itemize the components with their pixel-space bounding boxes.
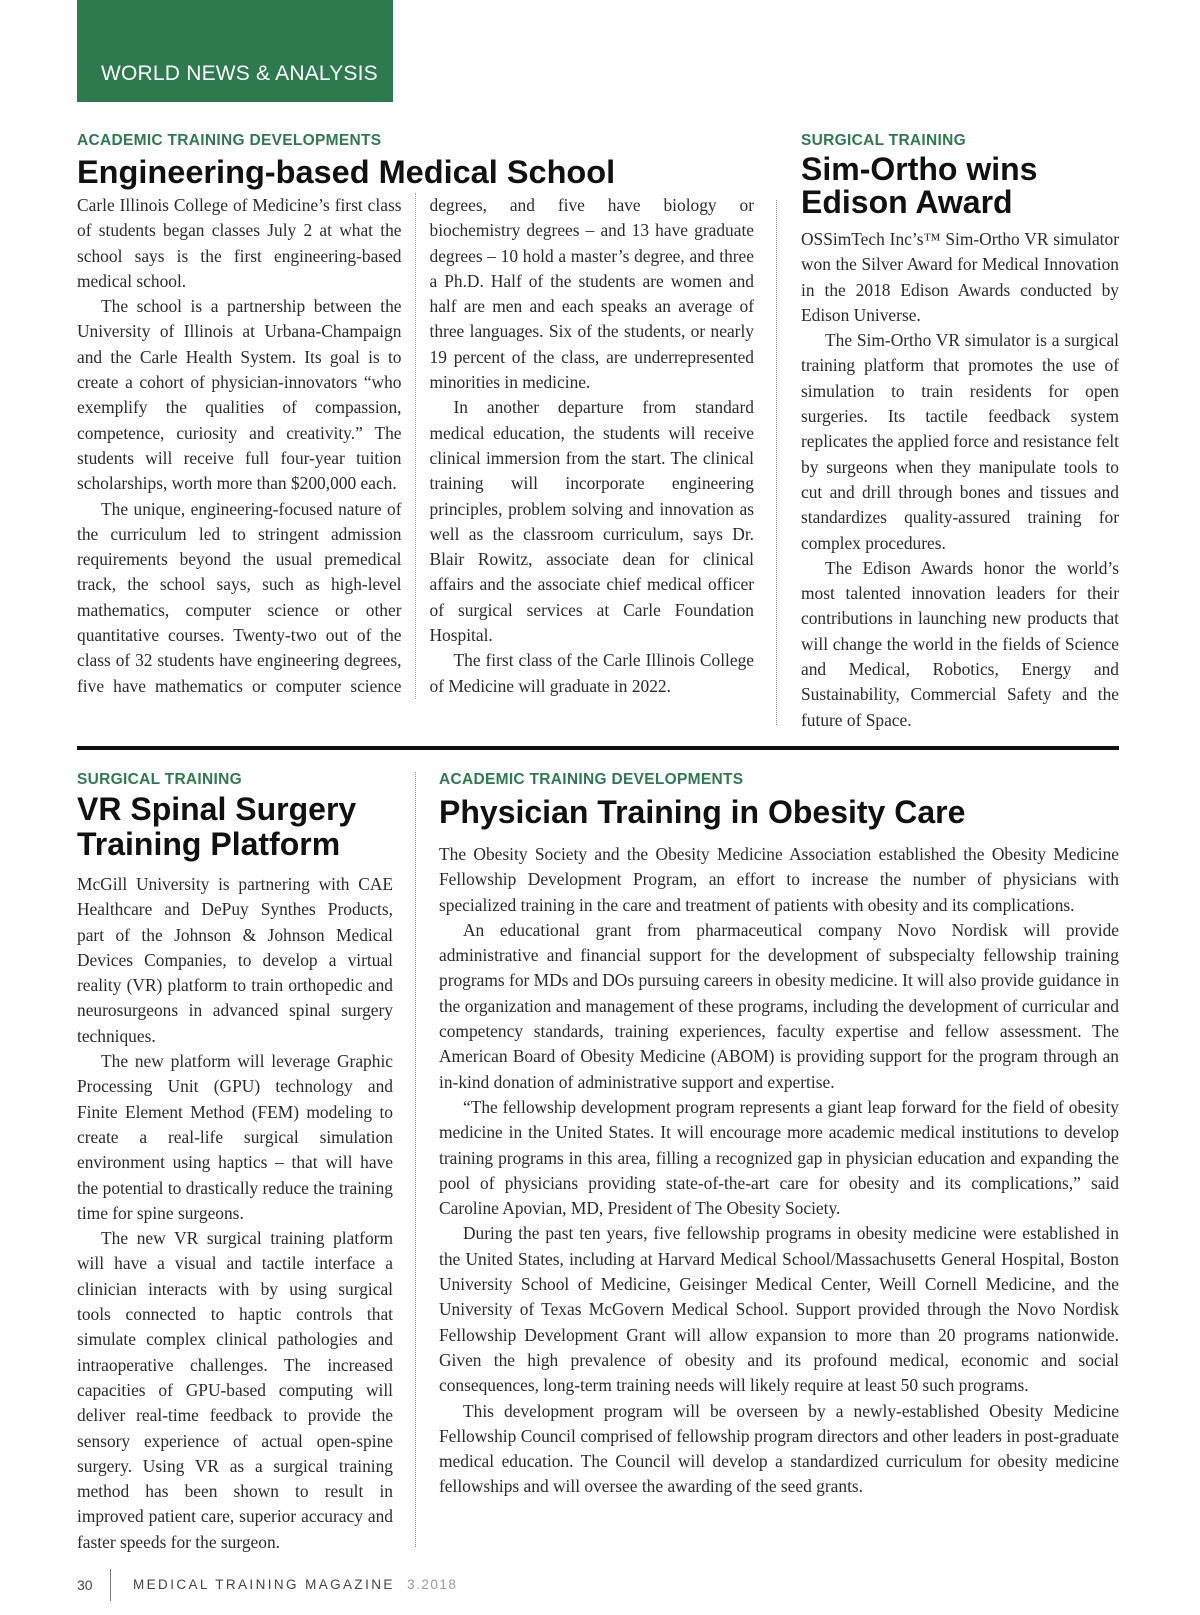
page-footer <box>77 1575 677 1615</box>
article-paragraph: The first class of the Carle Illinois College of Medicine will graduate in 2022. <box>429 650 754 696</box>
section-label: WORLD NEWS & ANALYSIS <box>101 62 378 85</box>
article-body <box>801 227 1119 733</box>
article-headline: Sim-Ortho wins Edison Award <box>801 151 1038 220</box>
section-divider-rule <box>77 746 1119 750</box>
article-body <box>77 872 393 1555</box>
article-body <box>77 193 754 699</box>
article-headline: Engineering-based Medical School <box>77 154 616 190</box>
article-kicker: ACADEMIC TRAINING DEVELOPMENTS <box>77 132 382 149</box>
article-kicker: ACADEMIC TRAINING DEVELOPMENTS <box>439 771 744 788</box>
article-kicker: SURGICAL TRAINING <box>801 132 966 149</box>
article-headline: VR Spinal Surgery Training Platform <box>77 791 357 862</box>
article-kicker: SURGICAL TRAINING <box>77 771 242 788</box>
article-engineering-school <box>77 132 754 699</box>
article-body <box>439 842 1119 1500</box>
issue-date: 3.2018 <box>407 1577 458 1592</box>
article-sim-ortho <box>801 132 1119 733</box>
article-paragraph: McGill University is partnering with CAE Healthcare and DePuy Synthes Products, part of the Johnson & Johnson Medical Devices Companies, to develop a virtual reality (VR) platform to train orthopedic and neurosurgeons in advanced spinal surgery techniques. <box>77 874 393 1046</box>
column-divider <box>776 200 777 725</box>
article-paragraph: The Obesity Society and the Obesity Medicine Association established the Obesity Medicine Fellowship Development Program, an effort to increase the number of physicians with specialized training in the care and treatment of patients with obesity and its complications. <box>439 844 1119 915</box>
article-vr-spinal <box>77 771 393 1555</box>
article-paragraph: During the past ten years, five fellowship programs in obesity medicine were established in the United States, including at Harvard Medical School/Massachusetts General Hospital, Boston University School of Medicine, Geisinger Medical Center, Weill Cornell Medicine, and the University of Texas McGovern Medical School. Support provided through the Novo Nordisk Fellowship Development Grant will allow expansion to more than 20 programs nationwide. Given the high prevalence of obesity and its profound medical, economic and social consequences, long-term training needs will likely require at least 50 such programs. <box>439 1223 1119 1396</box>
article-paragraph: The new VR surgical training platform will have a visual and tactile interface a clinician interacts with by using surgical tools connected to haptic controls that simulate complex clinical pathologies and intraoperative challenges. The increased capacities of GPU-based computing will deliver real-time feedback to provide the sensory experience of actual open-spine surgery. Using VR as a surgical training method has been shown to result in improved patient care, superior accuracy and faster speeds for the surgeon. <box>77 1228 393 1552</box>
article-headline: Physician Training in Obesity Care <box>439 794 966 830</box>
article-paragraph: “The fellowship development program represents a giant leap forward for the field of obesity medicine in the United States. It will encourage more academic medical institutions to develop training programs in this area, filling a recognized gap in physician education and expanding the pool of physicians providing state-of-the-art care for obesity and its complications,” said Caroline Apovian, MD, President of The Obesity Society. <box>439 1096 1119 1219</box>
article-paragraph: An educational grant from pharmaceutical company Novo Nordisk will provide administrative and financial support for the development of subspecialty fellowship training programs for MDs and DOs pursuing careers in obesity medicine. It will also provide guidance in the organization and management of these programs, including the development of curricular and competency standards, training experiences, faculty expertise and fellow assessment. The American Board of Obesity Medicine (ABOM) is providing support for the program through an in-kind donation of administrative support and expertise. <box>439 919 1120 1092</box>
section-tab <box>77 0 393 102</box>
article-paragraph: This development program will be overseen by a newly-established Obesity Medicine Fellowship Council comprised of fellowship program directors and other leaders in post-graduate medical education. The Council will develop a standardized curriculum for obesity medicine fellowships and will oversee the awarding of the seed grants. <box>439 1400 1119 1497</box>
article-paragraph: The Edison Awards honor the world’s most talented innovation leaders for their contributions in launching new products that will change the world in the fields of Science and Medical, Robotics, Energy and Sustainability, Commercial Safety and the future of Space. <box>801 557 1119 730</box>
article-paragraph: The new platform will leverage Graphic Processing Unit (GPU) technology and Finite Element Method (FEM) modeling to create a real-life surgical simulation environment using haptics – that will have the potential to drastically reduce the training time for spine surgeons. <box>77 1051 393 1223</box>
magazine-title <box>133 1577 457 1592</box>
article-paragraph: The unique, engineering-focused nature of the curriculum led to stringent admission requirements beyond the usual premedical track, the school says, such as high-level mathematics, computer science or other quantitative courses. Twenty-two out of the class of 32 students have engineering degrees, five have mathematics or computer science degrees, and five have biology or biochemistry degrees – and 13 have graduate degrees – 10 hold a master’s degree, and three a Ph.D. Half of the students are women and half are men and each speaks an average of three languages. Six of the students, or nearly 19 percent of the class, are underrepresented minorities in medicine. <box>77 195 754 696</box>
article-paragraph: OSSimTech Inc’s™ Sim-Ortho VR simulator won the Silver Award for Medical Innovation in the 2018 Edison Awards conducted by Edison Universe. <box>801 229 1119 325</box>
column-divider <box>415 772 416 1547</box>
article-paragraph: The school is a partnership between the University of Illinois at Urbana-Champaign and the Carle Health System. Its goal is to create a cohort of physician-innovators “who exemplify the qualities of compassion, competence, curiosity and creativity.” The students will receive full four-year tuition scholarships, worth more than $200,000 each. <box>77 296 402 494</box>
article-paragraph: The Sim-Ortho VR simulator is a surgical training platform that promotes the use of simulation to train residents for open surgeries. Its tactile feedback system replicates the applied force and resistance felt by surgeons when they manipulate tools to cut and drill through bones and tissues and standardizes quality-assured training for complex procedures. <box>801 330 1119 553</box>
footer-separator <box>110 1569 111 1601</box>
article-obesity-care <box>439 771 1119 1500</box>
article-paragraph: Carle Illinois College of Medicine’s first class of students began classes July 2 at what the school says is the first engineering-based medical school. <box>77 195 402 291</box>
magazine-name: MEDICAL TRAINING MAGAZINE <box>133 1577 395 1592</box>
article-paragraph: In another departure from standard medical education, the students will receive clinical immersion from the start. The clinical training will incorporate engineering principles, problem solving and innovation as well as the classroom curriculum, says Dr. Blair Rowitz, associate dean for clinical affairs and the associate chief medical officer of surgical services at Carle Foundation Hospital. <box>429 397 754 646</box>
page-number: 30 <box>77 1577 93 1593</box>
